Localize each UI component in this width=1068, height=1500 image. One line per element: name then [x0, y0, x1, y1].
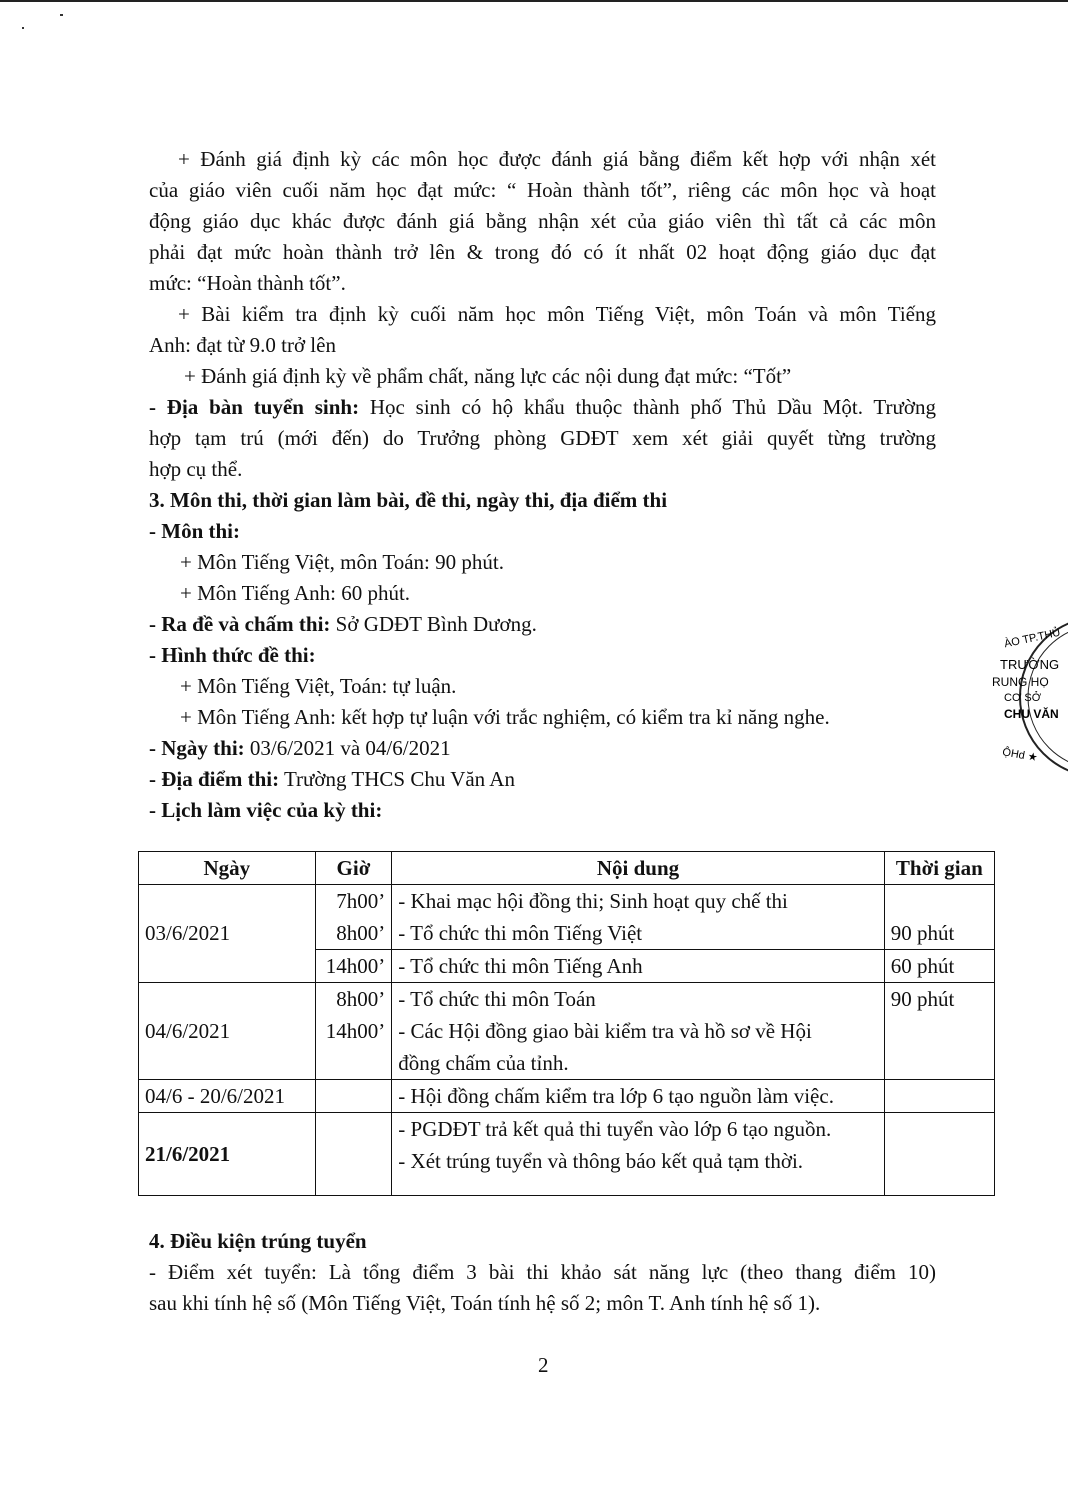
row-duration — [884, 950, 994, 983]
paragraph-line: hợp cụ thể. — [149, 457, 243, 481]
row-time — [315, 1113, 392, 1196]
subject-item: + Môn Tiếng Anh: 60 phút. — [180, 581, 411, 605]
content-line: đồng chấm của tỉnh. — [398, 1051, 569, 1075]
time-value: 7h00’ — [336, 889, 386, 913]
content-line: - Tổ chức thi môn Tiếng Việt — [398, 921, 643, 945]
exam-format-label: - Hình thức đề thi: — [149, 643, 316, 667]
exam-setter: - Ra đề và chấm thi: Sở GDĐT Bình Dương. — [149, 612, 537, 636]
content-line: - Các Hội đồng giao bài kiểm tra và hồ sơ về Hội — [398, 1019, 812, 1043]
subject-label: - Môn thi: — [149, 519, 240, 543]
header-time: Giờ — [315, 852, 392, 885]
row-duration — [884, 1080, 994, 1113]
paragraph-line: mức: “Hoàn thành tốt”. — [149, 271, 346, 295]
content-line: - Tổ chức thi môn Tiếng Anh — [398, 954, 643, 978]
scan-top-border — [0, 0, 1068, 2]
stamp-text: TRƯỜNG — [1000, 657, 1060, 672]
content-line: - Xét trúng tuyển và thông báo kết quả tạm thời. — [398, 1149, 804, 1173]
scan-speck — [22, 27, 24, 29]
paragraph-line: Anh: đạt từ 9.0 trở lên — [149, 333, 336, 357]
duration-value: 60 phút — [890, 954, 955, 978]
duration-value: 90 phút — [890, 921, 955, 945]
paragraph-line: + Đánh giá định kỳ các môn học được đánh giá bằng điểm kết hợp với nhận xét — [178, 147, 936, 171]
exam-venue: - Địa điểm thi: Trường THCS Chu Văn An — [149, 767, 515, 791]
paragraph-line: - Điểm xét tuyển: Là tổng điểm 3 bài thi khảo sát năng lực (theo thang điểm 10) — [149, 1260, 936, 1284]
time-value: 8h00’ — [336, 921, 386, 945]
school-stamp — [990, 612, 1068, 782]
schedule-label: - Lịch làm việc của kỳ thi: — [149, 798, 383, 822]
row-time — [315, 983, 392, 1080]
row-time — [315, 950, 392, 983]
table-row — [139, 1080, 995, 1113]
row-date: 21/6/2021 — [139, 1113, 316, 1196]
header-date: Ngày — [139, 852, 316, 885]
content-line: - PGDĐT trả kết quả thi tuyển vào lớp 6 tạo nguồn. — [398, 1117, 832, 1141]
stamp-text: ỘHd ★ — [1001, 746, 1039, 765]
exam-format-item: + Môn Tiếng Anh: kết hợp tự luận với trắc nghiệm, có kiểm tra kỉ năng nghe. — [180, 705, 830, 729]
row-content — [392, 885, 884, 950]
time-value: 14h00’ — [325, 954, 386, 978]
exam-format-item: + Môn Tiếng Việt, Toán: tự luận. — [180, 674, 457, 698]
row-duration — [884, 1113, 994, 1196]
row-content — [392, 1080, 884, 1113]
row-content — [392, 983, 884, 1080]
table-row — [139, 983, 995, 1080]
row-content — [392, 950, 884, 983]
paragraph-line: của giáo viên cuối năm học đạt mức: “ Hoàn thành tốt”, riêng các môn học và hoạt — [149, 178, 936, 202]
table-row — [139, 1113, 995, 1196]
table-row — [139, 885, 995, 950]
content-line: - Khai mạc hội đồng thi; Sinh hoạt quy chế thi — [398, 889, 788, 913]
row-date: 04/6/2021 — [139, 983, 316, 1080]
row-date: 04/6 - 20/6/2021 — [139, 1080, 316, 1113]
time-value: 8h00’ — [336, 987, 386, 1011]
paragraph-line: + Bài kiểm tra định kỳ cuối năm học môn Tiếng Việt, môn Toán và môn Tiếng — [178, 302, 936, 326]
subject-item: + Môn Tiếng Việt, môn Toán: 90 phút. — [180, 550, 504, 574]
exam-date: - Ngày thi: 03/6/2021 và 04/6/2021 — [149, 736, 451, 760]
row-duration — [884, 983, 994, 1080]
section-4-title: 4. Điều kiện trúng tuyển — [149, 1229, 367, 1253]
paragraph-line: phải đạt mức hoàn thành trở lên & trong đó có ít nhất 02 hoạt động giáo dục đạt — [149, 240, 936, 264]
enrollment-area: - Địa bàn tuyển sinh: Học sinh có hộ khẩu thuộc thành phố Thủ Dầu Một. Trường — [149, 395, 936, 419]
content-line: - Hội đồng chấm kiểm tra lớp 6 tạo nguồn làm việc. — [398, 1084, 834, 1108]
row-time — [315, 885, 392, 950]
row-duration — [884, 885, 994, 950]
stamp-text: ÀO TP.THỦ — [1003, 626, 1062, 651]
blank-line — [322, 1047, 386, 1079]
paragraph-line: động giáo dục khác được đánh giá bằng nhận xét của giáo viên thì tất cả các môn — [149, 209, 936, 233]
row-time — [315, 1080, 392, 1113]
header-content: Nội dung — [392, 852, 884, 885]
duration-value: 90 phút — [890, 987, 955, 1011]
table-header-row — [139, 852, 995, 885]
scan-speck — [60, 14, 63, 16]
row-content — [392, 1113, 884, 1196]
stamp-text: RUNG HỌ — [992, 675, 1049, 689]
paragraph-line: hợp tạm trú (mới đến) do Trưởng phòng GDĐT xem xét giải quyết từng trường — [149, 426, 936, 450]
blank-line — [398, 1177, 877, 1195]
stamp-text: CƠ SỞ — [1004, 692, 1042, 704]
content-line: - Tổ chức thi môn Toán — [398, 987, 596, 1011]
header-duration: Thời gian — [884, 852, 994, 885]
row-date: 03/6/2021 — [139, 885, 316, 983]
time-value: 14h00’ — [325, 1019, 386, 1043]
page-number: 2 — [538, 1353, 549, 1377]
paragraph-line: + Đánh giá định kỳ về phẩm chất, năng lực các nội dung đạt mức: “Tốt” — [184, 364, 792, 388]
paragraph-line: sau khi tính hệ số (Môn Tiếng Việt, Toán tính hệ số 2; môn T. Anh tính hệ số 1). — [149, 1291, 821, 1315]
schedule-table — [138, 851, 995, 1196]
stamp-text: CHU VĂN — [1004, 707, 1059, 721]
section-3-title: 3. Môn thi, thời gian làm bài, đề thi, ngày thi, địa điểm thi — [149, 488, 668, 512]
